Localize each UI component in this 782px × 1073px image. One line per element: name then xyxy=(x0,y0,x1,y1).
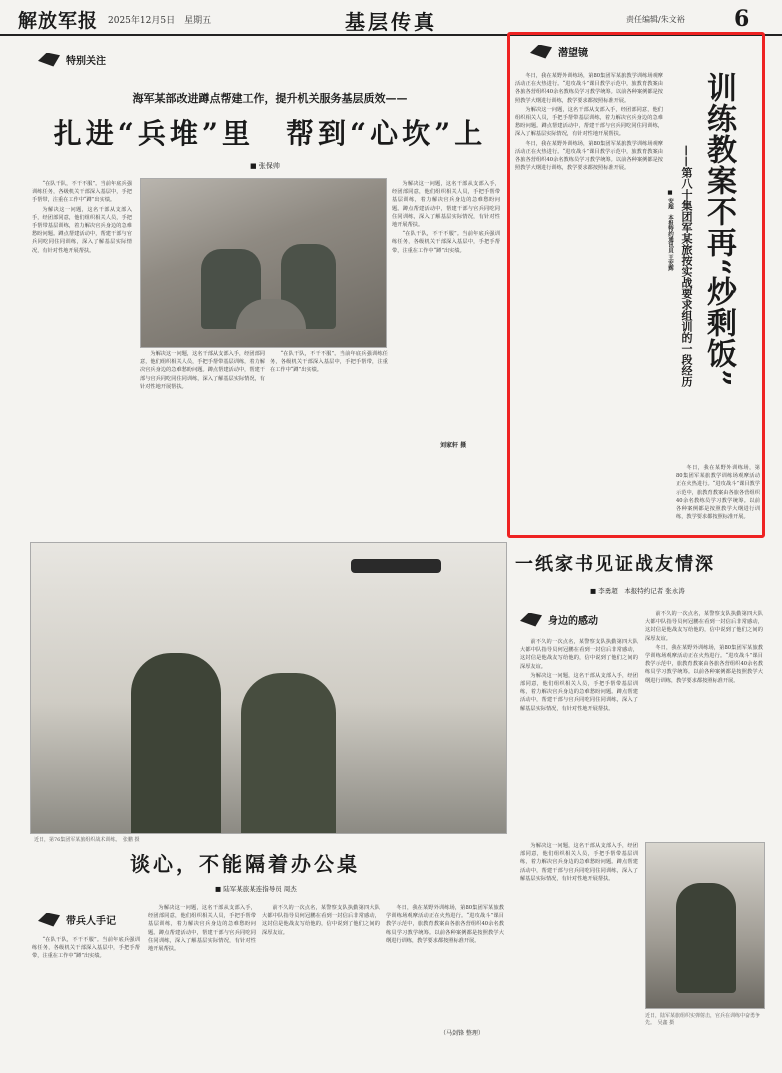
feature-column-1: “在队干队，不干不服”。当前年底兵强训练任务，各级机关干部深入基层中，手把手帮带，注重在工作中“蹲”出实绩。 为解决这一问题，这名干部从支部入手，经团部同意，他们组织相关人员，手把手帮带基层训练，着力解决官兵身边的急难愁盼问题。蹲点帮建活动中，帮建干部与官兵同吃同住同训练，深入了解基层实际情况，有针对性地开展帮扶。 xyxy=(32,181,132,254)
feature-column-2a: 为解决这一问题，这名干部从支部入手，经团部同意，他们组织相关人员，手把手帮带基层训练，着力解决官兵身边的急难愁盼问题。蹲点帮建活动中，帮建干部与官兵同吃同住同训练，深入了解基层实际情况，有针对性地开展帮扶。 xyxy=(140,351,265,390)
photo-caption: 近日，第76集团军某旅组织战术训练。 张鹏 摄 xyxy=(34,837,140,843)
sidebar-byline: ■ 安超 本报特约通讯员 王宏辉 xyxy=(667,190,673,272)
letter-column-2: 前不久的一次点名，某警察支队执勤第四大队大都中队指导员何冠鹏在看到一封信后非常感动，这封信是他战友写给他的，信中说到了他们之间的深厚友谊。 冬日，我在某野外训练场，第80集团军某旅教学训练场观摩活动正在火热进行。“进攻战斗”课目教学示范中，旅教育教案由各旅各营组织40余名教练员学习教学统筹。以前各种案例都是按照教学大纲进行训练，教学要求都按照标准开展。 xyxy=(645,611,763,684)
sidebar-body: 冬日，我在某野外训练场，第80集团军某旅教学训练场观摩活动正在火热进行。“进攻战斗”课目教学示范中，旅教育教案由各旅各营组织40余名教练员学习教学统筹。以前各种案例都是按照教学大纲进行训练，教学要求都按照标准开展。 为解决这一问题，这名干部从支部入手，经团部同意，他们组织相关人员，手把手帮带基层训练，着力解决官兵身边的急难愁盼问题。蹲点帮建活动中，帮建干部与官兵同吃同住同训练，深入了解基层实际情况，有针对性地开展帮扶。 冬日，我在某野外训练场，第80集团军某旅教学训练场观摩活动正在火热进行。“进攻战斗”课目教学示范中，旅教育教案由各旅各营组织40余名教练员学习教学统筹。以前各种案例都是按照教学大纲进行训练，教学要求都按照标准开展。 xyxy=(515,73,663,172)
sidebar-tail: 冬日，我在某野外训练场，第80集团军某旅教学训练场观摩活动正在火热进行。“进攻战斗”课目教学示范中，旅教育教案由各旅各营组织40余名教练员学习教学统筹。以前各种案例都是按照教学大纲进行训练，教学要求都按照标准开展。 xyxy=(676,465,760,521)
letter-title: 一纸家书见证战友情深 xyxy=(515,554,715,575)
shooting-photo xyxy=(645,842,765,1009)
newspaper-logo: 解放军报 xyxy=(18,10,99,32)
page-number: 6 xyxy=(734,6,750,32)
talk-column-2: 为解决这一问题，这名干部从支部入手，经团部同意，他们组织相关人员，手把手帮带基层训练，着力解决官兵身边的急难愁盼问题。蹲点帮建活动中，帮建干部与官兵同吃同住同训练，深入了解基层实际情况，有针对性地开展帮扶。 xyxy=(148,905,256,953)
sidebar-title: 训练教案不再“炒剩饭” xyxy=(701,72,736,388)
talk-byline: ■ 陆军某旅某连指导员 周杰 xyxy=(215,885,297,893)
editor-credit: 责任编辑/朱文裕 xyxy=(626,15,685,24)
feature-byline: ■ 张保帅 xyxy=(250,162,280,170)
letter-tag: 身边的感动 xyxy=(520,612,598,627)
drone-image xyxy=(351,559,441,573)
talk-column-3: 前不久的一次点名，某警察支队执勤第四大队大都中队指导员何冠鹏在看到一封信后非常感动，这封信是他战友写给他的，信中说到了他们之间的深厚友谊。 xyxy=(262,905,380,936)
talk-title: 谈心，不能隔着办公桌 xyxy=(130,852,360,876)
star-icon xyxy=(520,613,542,627)
soldier-figure xyxy=(241,673,336,833)
star-icon xyxy=(38,53,60,67)
feature-headline: 扎进“兵堆”里 帮到“心坎”上 xyxy=(53,117,487,150)
letter-column-3: 为解决这一问题，这名干部从支部入手，经团部同意，他们组织相关人员，手把手帮带基层训练，着力解决官兵身边的急难愁盼问题。蹲点帮建活动中，帮建干部与官兵同吃同住同训练，深入了解基层实际情况，有针对性地开展帮扶。 xyxy=(520,843,638,882)
letter-byline: ■ 李勇超 本报特约记者 张永涛 xyxy=(590,587,685,595)
talk-column-1: “在队干队，不干不服”。当前年底兵强训练任务，各级机关干部深入基层中，手把手帮带，注重在工作中“蹲”出实绩。 xyxy=(32,937,140,960)
issue-date: 2025年12月5日 星期五 xyxy=(108,16,212,26)
drone-photo xyxy=(30,542,507,834)
feature-column-3: 为解决这一问题，这名干部从支部入手，经团部同意，他们组织相关人员，手把手帮带基层训练，着力解决官兵身边的急难愁盼问题。蹲点帮建活动中，帮建干部与官兵同吃同住同训练，深入了解基层实际情况，有针对性地开展帮扶。 “在队干队，不干不服”。当前年底兵强训练任务，各级机关干部深入基层中，手把手帮带，注重在工作中“蹲”出实绩。 xyxy=(392,181,500,254)
section-title: 基层传真 xyxy=(345,10,437,34)
feature-author-end: 刘家轩 摄 xyxy=(440,442,467,449)
star-icon xyxy=(530,45,552,59)
star-icon xyxy=(38,913,60,927)
letter-column-1: 前不久的一次点名，某警察支队执勤第四大队大都中队指导员何冠鹏在看到一封信后非常感动，这封信是他战友写给他的，信中说到了他们之间的深厚友谊。 为解决这一问题，这名干部从支部入手，经团部同意，他们组织相关人员，手把手帮带基层训练，着力解决官兵身边的急难愁盼问题。蹲点帮建活动中，帮建干部与官兵同吃同住同训练，深入了解基层实际情况，有针对性地开展帮扶。 xyxy=(520,639,638,712)
feature-subtitle: 海军某部改进蹲点帮建工作，提升机关服务基层质效—— xyxy=(132,92,408,105)
feature-tag: 特别关注 xyxy=(38,52,106,67)
soldier-figure xyxy=(676,883,736,993)
sidebar-subtitle: ——第八十集团军某旅按实战要求组训的一段经历 xyxy=(680,145,693,387)
talk-signature: （马剑锋 整理） xyxy=(440,1030,484,1037)
bottom-photo-caption: 近日，陆军某旅组织实弹射击，官兵在训练中奋勇争先。 吴鑫 摄 xyxy=(645,1013,761,1026)
soldier-figure xyxy=(131,653,221,833)
talk-column-4: 冬日，我在某野外训练场，第80集团军某旅教学训练场观摩活动正在火热进行。“进攻战斗”课目教学示范中，旅教育教案由各旅各营组织40余名教练员学习教学统筹。以前各种案例都是按照教学大纲进行训练，教学要求都按照标准开展。 xyxy=(386,905,504,944)
sidebar-tag: 潜望镜 xyxy=(530,44,588,59)
feature-column-2b: “在队干队，不干不服”。当前年底兵强训练任务，各级机关干部深入基层中，手把手帮带，注重在工作中“蹲”出实绩。 xyxy=(270,351,388,374)
feature-photo xyxy=(140,178,387,348)
talk-tag: 带兵人手记 xyxy=(38,912,116,927)
